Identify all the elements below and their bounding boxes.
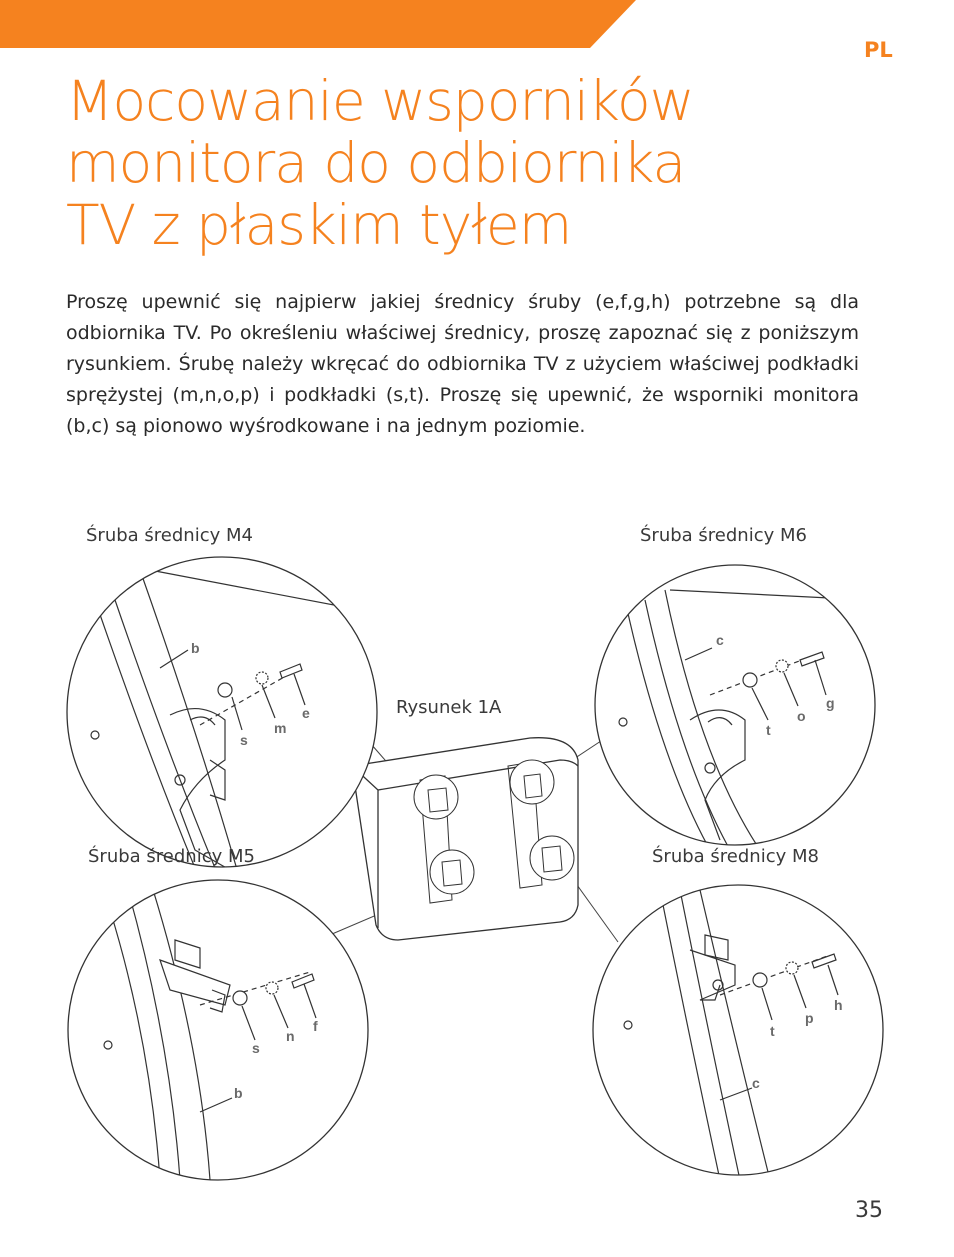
label-m4-screw: e bbox=[302, 705, 310, 721]
label-m8-screw: h bbox=[834, 997, 843, 1013]
language-label: PL bbox=[864, 38, 893, 62]
label-m5-spring-washer: n bbox=[286, 1028, 295, 1044]
label-m6-spring-washer: o bbox=[797, 708, 806, 724]
tv-back-illustration bbox=[352, 738, 578, 940]
caption-m6: Śruba średnicy M6 bbox=[640, 525, 807, 546]
label-m8-washer: t bbox=[770, 1023, 775, 1039]
label-m6-screw: g bbox=[826, 695, 835, 711]
intro-paragraph: Proszę upewnić się najpierw jakiej średnicy śruby (e,f,g,h) potrzebne są dla odbiornika TV. Po określeniu właściwej średnicy, proszę zapoznać się z poniższym rysunkiem. Śrubę należy wkręcać do odbiornika TV z użyciem właściwej podkładki sprężystej (m,n,o,p) i podkładki (s,t). Proszę się upewnić, że wsporniki monitora (b,c) są pionowo wyśrodkowane i na jednym poziomie. bbox=[66, 291, 859, 437]
title-line: TV z płaskim tyłem bbox=[66, 193, 572, 257]
detail-m8 bbox=[593, 885, 883, 1180]
page-number: 35 bbox=[855, 1198, 883, 1223]
label-m8-spring-washer: p bbox=[805, 1010, 814, 1026]
detail-m5 bbox=[68, 880, 368, 1180]
label-m4-washer: s bbox=[240, 732, 248, 748]
label-m5-washer: s bbox=[252, 1040, 260, 1056]
caption-m4: Śruba średnicy M4 bbox=[86, 525, 253, 546]
caption-m5: Śruba średnicy M5 bbox=[88, 846, 255, 867]
figure-caption: Rysunek 1A bbox=[396, 697, 502, 718]
label-m4-bracket: b bbox=[191, 640, 200, 656]
label-m5-bracket: b bbox=[234, 1085, 243, 1101]
label-m6-bracket: c bbox=[716, 632, 724, 648]
label-m8-bracket: c bbox=[752, 1075, 760, 1091]
label-m6-washer: t bbox=[766, 722, 771, 738]
detail-m4 bbox=[67, 557, 377, 880]
label-m4-spring-washer: m bbox=[274, 720, 287, 736]
title-line: monitora do odbiornika bbox=[66, 131, 686, 195]
title-line: Mocowanie wsporników bbox=[66, 69, 694, 133]
caption-m8: Śruba średnicy M8 bbox=[652, 846, 819, 867]
label-m5-screw: f bbox=[313, 1018, 318, 1034]
